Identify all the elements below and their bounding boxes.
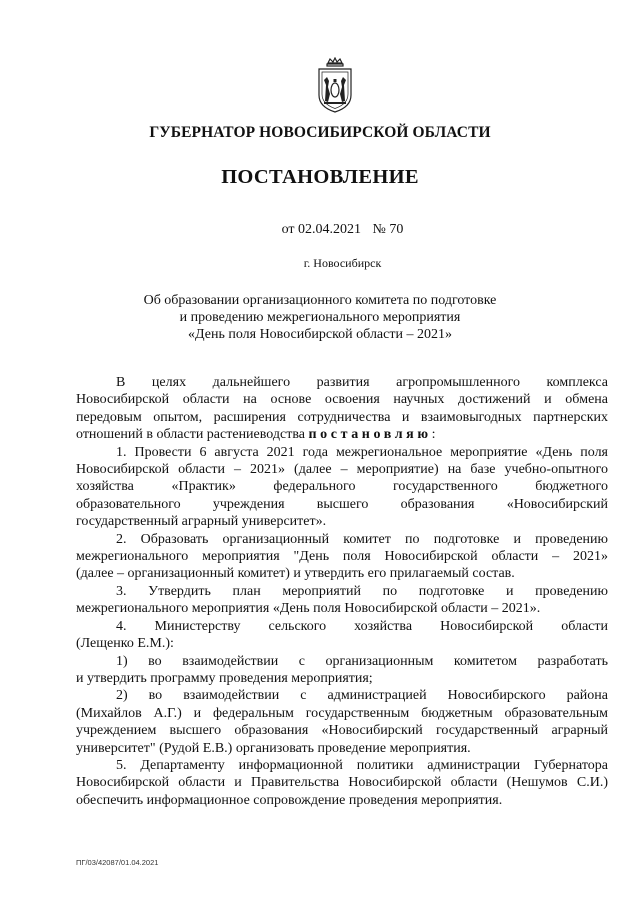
preamble-paragraph: [76, 374, 608, 444]
body-line: (Михайлов А.Г.) и федеральным государственным бюджетным образовательным: [76, 705, 608, 721]
body-line: 2. Образовать организационный комитет по подготовке и проведению: [116, 531, 608, 547]
body-line: Новосибирской области на основе освоения научных достижений и обмена: [76, 392, 608, 408]
body-line: передовым опытом, расширения сотрудничества и взаимовыгодных партнерских: [76, 409, 608, 425]
body-line: [76, 426, 608, 443]
footer-code: ПГ/03/42087/01.04.2021: [76, 858, 159, 867]
clause-1: [76, 444, 608, 531]
document-body: [76, 374, 608, 809]
body-line: обеспечить информационное сопровождение проведения мероприятия.: [76, 792, 503, 808]
body-line: государственный аграрный университет».: [76, 514, 327, 530]
body-line: 3. Утвердить план мероприятий по подготовке и проведению: [116, 583, 608, 599]
date-prefix: от: [281, 222, 295, 237]
clause-5: [76, 757, 608, 809]
body-line: образовательного учреждения высшего образования «Новосибирский: [76, 496, 608, 512]
decree-word: постановляю: [308, 427, 432, 443]
body-line: межрегионального мероприятия "День поля Новосибирской области – 2021»: [76, 549, 608, 565]
body-line: (Лещенко Е.М.):: [76, 636, 174, 652]
body-line: В целях дальнейшего развития агропромышленного комплекса: [116, 375, 608, 390]
decree-colon: :: [431, 427, 436, 443]
document-date: 02.04.2021: [298, 222, 362, 237]
clause-4-item-2: [76, 687, 608, 757]
title-line: «День поля Новосибирской области – 2021»: [188, 327, 452, 342]
document-number: № 70: [372, 222, 404, 237]
clause-3: [76, 583, 608, 618]
body-line: Новосибирской области и Правительства Новосибирской области (Нешумов С.И.): [76, 775, 608, 791]
document-title: [0, 292, 640, 343]
body-line: учреждением высшего образования «Новосибирский государственный аграрный: [76, 723, 608, 739]
city-line: г. Новосибирск: [303, 256, 382, 270]
body-line: (далее – организационный комитет) и утвердить его прилагаемый состав.: [76, 566, 515, 582]
date-number-line: [0, 222, 640, 238]
body-line: 1. Провести 6 августа 2021 года межрегиональное мероприятие «День поля: [116, 444, 608, 460]
preamble-last-text: отношений в области растениеводства: [76, 427, 305, 443]
clause-2: [76, 531, 608, 583]
body-line: межрегионального мероприятия «День поля Новосибирской области – 2021».: [76, 601, 541, 617]
body-line: 5. Департаменту информационной политики администрации Губернатора: [116, 757, 608, 773]
body-line: университет" (Рудой Е.В.) организовать проведение мероприятия.: [76, 740, 471, 756]
body-line: Новосибирской области – 2021» (далее – мероприятие) на базе учебно-опытного: [76, 462, 608, 478]
title-line: и проведению межрегионального мероприятия: [179, 310, 461, 325]
body-line: и утвердить программу проведения мероприятия;: [76, 670, 373, 686]
clause-4-item-1: [76, 653, 608, 688]
body-line: хозяйства «Практик» федерального государственного бюджетного: [76, 479, 608, 495]
title-line: Об образовании организационного комитета по подготовке: [143, 293, 497, 308]
body-line: 2) во взаимодействии с администрацией Новосибирского района: [116, 688, 608, 704]
coat-of-arms-icon: [316, 57, 354, 115]
clause-4: [76, 618, 608, 653]
authority-heading: ГУБЕРНАТОР НОВОСИБИРСКОЙ ОБЛАСТИ: [149, 124, 491, 141]
body-line: 1) во взаимодействии с организационным комитетом разработать: [116, 653, 608, 669]
document-type-heading: ПОСТАНОВЛЕНИЕ: [221, 166, 419, 188]
body-line: 4. Министерству сельского хозяйства Новосибирской области: [116, 618, 608, 634]
